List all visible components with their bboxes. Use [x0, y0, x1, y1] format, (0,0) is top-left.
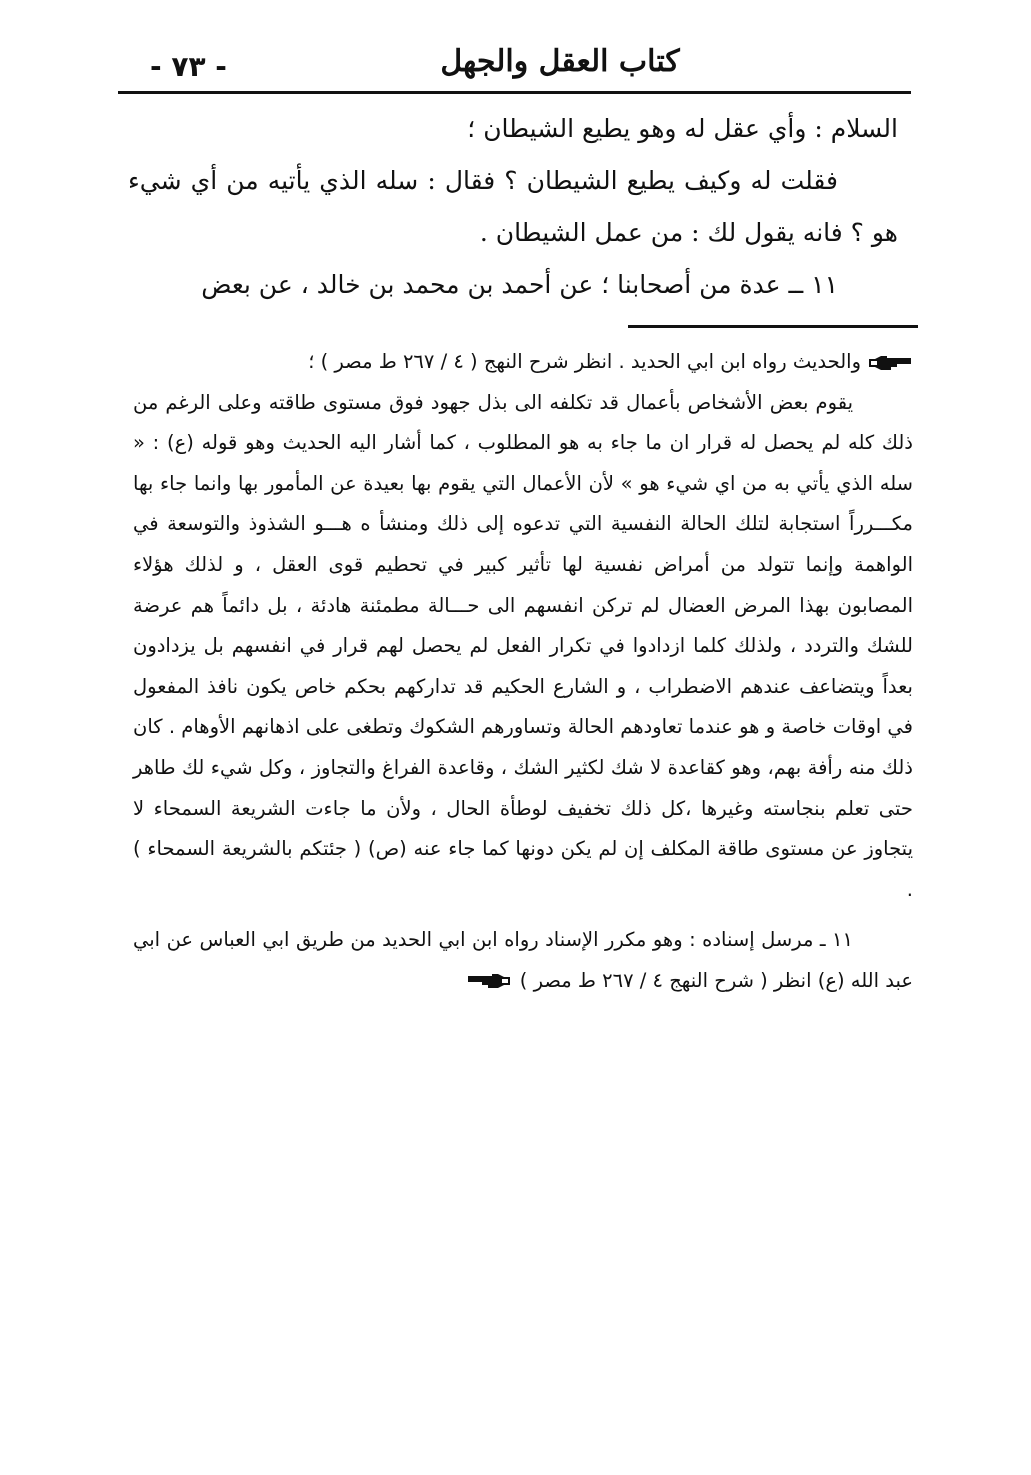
footnote-source-line: والحديث رواه ابن ابي الحديد . انظر شرح النهج ( ٤ / ٢٦٧ ط مصر ) ؛: [308, 350, 861, 373]
running-title: كتاب العقل والجهل: [440, 44, 680, 79]
footnote-continuation: [133, 342, 913, 383]
footnote-separator: [628, 325, 918, 328]
pointing-hand-icon: [466, 973, 512, 989]
hadith-chain-line: ١١ ــ عدة من أصحابنا ؛ عن أحمد بن محمد بن خالد ، عن بعض: [201, 270, 838, 299]
main-text: [128, 103, 898, 311]
footnote-commentary: يقوم بعض الأشخاص بأعمال قد تكلفه الى بذل جهود فوق مستوى طاقته وعلى الرغم من ذلك كله لم يحصل له قرار ان ما جاء به هو المطلوب ، كما أشار اليه الحديث وهو قوله (ع) : « سله الذي يأتي به من اي شيء هو » لأن الأعمال التي يقوم بها بعيدة عن المأمور بها وانما جاء بها مكـــرراً استجابة لتلك الحالة النفسية التي تدعوه إلى ذلك ومنشأ ه هـــو الشذوذ والتوسعة في الواهمة وإنما تتولد من أمراض نفسية لها تأثير كبير في تحطيم قوى العقل ، و لذلك هؤلاء المصابون بهذا المرض العضال لم تركن انفسهم الى حـــالة مطمئنة هادئة ، بل دائماً هم عرضة للشك والتردد ، ولذلك كلما ازدادوا في تكرار الفعل لم يحصل لهم قرار في انفسهم بل يزدادون بعداً ويتضاعف عندهم الاضطراب ، و الشارع الحكيم قد تداركهم بحكم خاص يكون نافذ المفعول في اوقات خاصة و هو عندما تعاودهم الحالة وتساورهم الشكوك وتطغى على اذهانهم الأوهام . كان ذلك منه رأفة بهم، وهو كقاعدة لا شك لكثير الشك ، وقاعدة الفراغ والتجاوز ، وكل شيء لك طاهر حتى تعلم بنجاسته وغيرها ،كل ذلك تخفيف لوطأة الحال ، ولأن ما جاءت الشريعة السمحاء لا يتجاوز عن مستوى طاقة المكلف إن لم يكن دونها كما جاء عنه (ص) ( جئتكم بالشريعة السمحاء ) .: [133, 390, 913, 901]
pointing-hand-icon: [867, 355, 913, 371]
footnote-11: [133, 920, 913, 1001]
header-rule: [118, 91, 911, 94]
main-text-paragraph: فقلت له وكيف يطيع الشيطان ؟ فقال : سله الذي يأتيه من أي شيء هو ؟ فانه يقول لك : من عمل الشيطان .: [128, 166, 898, 247]
page-number: - ٧٣ -: [150, 50, 227, 83]
footnotes: [133, 342, 913, 1002]
main-text-line: السلام : وأي عقل له وهو يطيع الشيطان ؛: [467, 114, 898, 143]
footnote-11-text: ١١ ـ مرسل إسناده : وهو مكرر الإسناد رواه ابن ابي الحديد من طريق ابي العباس عن ابي عبد الله (ع) انظر ( شرح النهج ٤ / ٢٦٧ ط مصر ): [133, 928, 913, 992]
